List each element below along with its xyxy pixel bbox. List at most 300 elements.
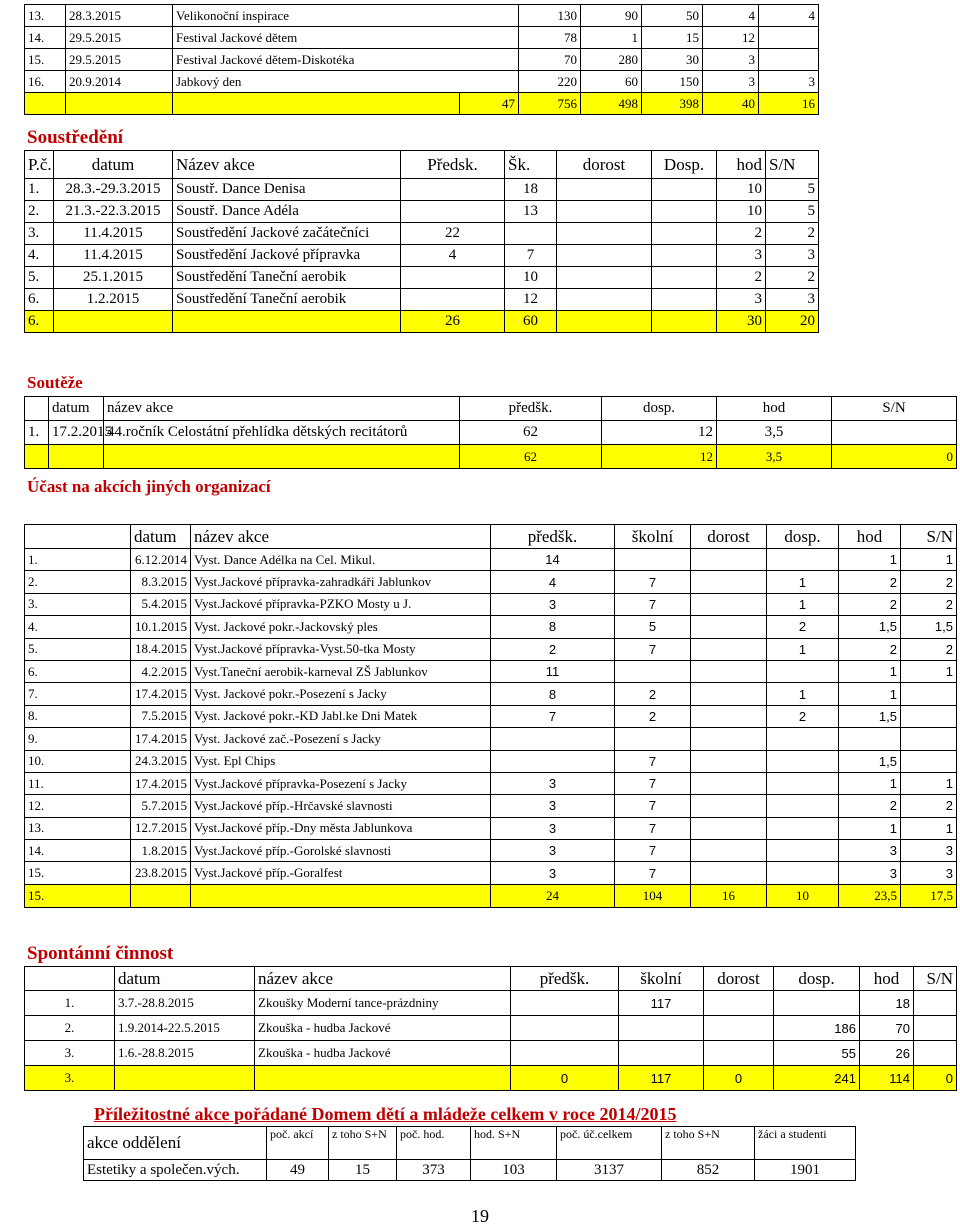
prilezitostne-table <box>83 1126 856 1181</box>
table-cell: Vyst. Dance Adélka na Cel. Mikul. <box>191 549 491 571</box>
table-row <box>25 5 819 27</box>
table-cell <box>652 245 717 267</box>
table-cell: 22 <box>401 223 505 245</box>
table-cell: žáci a studenti <box>755 1127 856 1160</box>
table-cell: 117 <box>619 1066 704 1091</box>
table-cell: 12 <box>703 27 759 49</box>
table-cell: 2 <box>491 638 615 660</box>
table-cell <box>557 267 652 289</box>
table-row <box>25 179 819 201</box>
table-cell <box>401 267 505 289</box>
table-cell <box>615 549 691 571</box>
table-cell: dosp. <box>767 525 839 549</box>
table-cell: 10 <box>717 201 766 223</box>
table-cell: 10.1.2015 <box>131 616 191 638</box>
table-cell <box>901 705 957 727</box>
table-row <box>25 397 957 421</box>
table-row <box>84 1160 856 1181</box>
table-cell <box>652 311 717 333</box>
table-cell: 28.3.2015 <box>66 5 173 27</box>
table-row <box>25 201 819 223</box>
table-cell: 2 <box>901 638 957 660</box>
soustredeni-table <box>24 150 819 333</box>
table-cell: hod <box>839 525 901 549</box>
table-cell: 47 <box>460 93 519 115</box>
table-cell: 20.9.2014 <box>66 71 173 93</box>
table-cell <box>255 1066 511 1091</box>
table-cell: 6.12.2014 <box>131 549 191 571</box>
table-cell: 756 <box>519 93 581 115</box>
table-cell: 29.5.2015 <box>66 27 173 49</box>
table-cell: 1 <box>581 27 642 49</box>
table-cell <box>691 705 767 727</box>
table-cell: 18.4.2015 <box>131 638 191 660</box>
table-cell: Vyst.Jackové přípravka-Posezení s Jacky <box>191 772 491 794</box>
spontanni-table <box>24 966 957 1091</box>
table-cell: 1 <box>839 772 901 794</box>
table-cell: 1 <box>767 683 839 705</box>
ucast-table <box>24 524 957 908</box>
table-cell: Soustředění Jackové přípravka <box>173 245 401 267</box>
table-cell: Zkoušky Moderní tance-prázdniny <box>255 991 511 1016</box>
table-cell <box>914 1041 957 1066</box>
table-cell: 1901 <box>755 1160 856 1181</box>
table-cell: 12.7.2015 <box>131 817 191 839</box>
table-cell: dorost <box>557 151 652 179</box>
table-cell: 7.5.2015 <box>131 705 191 727</box>
table-cell <box>704 1041 774 1066</box>
table-cell: 398 <box>642 93 703 115</box>
table-cell: 5 <box>766 179 819 201</box>
table-cell: 21.3.-22.3.2015 <box>54 201 173 223</box>
table-cell: Estetiky a společen.vých. <box>84 1160 267 1181</box>
table-cell: Název akce <box>173 151 401 179</box>
table-row <box>25 311 819 333</box>
table-cell: 3 <box>491 593 615 615</box>
table-row <box>25 1041 957 1066</box>
table-cell: 104 <box>615 884 691 907</box>
table-cell <box>901 728 957 750</box>
table-cell: 3. <box>25 223 54 245</box>
table-cell: 4.2.2015 <box>131 660 191 682</box>
table-cell: 8 <box>491 616 615 638</box>
table-cell: 10. <box>25 750 131 772</box>
table-cell: 1 <box>767 571 839 593</box>
table-cell: 20 <box>766 311 819 333</box>
table-cell: Vyst. Jackové pokr.-KD Jabl.ke Dni Matek <box>191 705 491 727</box>
table-row <box>25 289 819 311</box>
top-total <box>24 92 819 115</box>
table-cell <box>767 728 839 750</box>
table-cell: 130 <box>519 5 581 27</box>
table-row <box>25 660 957 682</box>
table-cell: 103 <box>471 1160 557 1181</box>
table-cell: 117 <box>619 991 704 1016</box>
table-cell: hod <box>717 397 832 421</box>
table-cell: 498 <box>581 93 642 115</box>
table-cell: 3. <box>25 1066 115 1091</box>
table-row <box>25 750 957 772</box>
table-row <box>25 571 957 593</box>
table-cell: 62 <box>460 421 602 445</box>
table-cell: 14 <box>491 549 615 571</box>
table-cell: 11.4.2015 <box>54 245 173 267</box>
table-cell: Festival Jackové dětem-Diskotéka <box>173 49 519 71</box>
table-cell: 5. <box>25 638 131 660</box>
table-cell <box>767 772 839 794</box>
table-cell: 0 <box>832 445 957 469</box>
table-cell: 2 <box>901 571 957 593</box>
table-row <box>25 991 957 1016</box>
table-cell: 15. <box>25 884 131 907</box>
table-cell <box>491 728 615 750</box>
table-cell: 1,5 <box>839 616 901 638</box>
table-cell <box>901 683 957 705</box>
table-cell: 7 <box>615 772 691 794</box>
table-cell <box>131 884 191 907</box>
table-cell: 16 <box>691 884 767 907</box>
table-cell: 2 <box>901 795 957 817</box>
table-cell: Zkouška - hudba Jackové <box>255 1016 511 1041</box>
table-row <box>25 967 957 991</box>
table-cell: školní <box>615 525 691 549</box>
table-cell: 78 <box>519 27 581 49</box>
table-cell: 6. <box>25 289 54 311</box>
table-cell: 3 <box>491 795 615 817</box>
table-cell: 1 <box>839 660 901 682</box>
table-cell: 7. <box>25 683 131 705</box>
table-cell <box>652 223 717 245</box>
table-cell: hod <box>860 967 914 991</box>
table-cell: 11. <box>25 772 131 794</box>
table-cell: Festival Jackové dětem <box>173 27 519 49</box>
table-cell: 3,5 <box>717 445 832 469</box>
table-cell <box>691 638 767 660</box>
table-cell: 25.1.2015 <box>54 267 173 289</box>
table-cell: 114 <box>860 1066 914 1091</box>
table-cell: 14. <box>25 840 131 862</box>
spontanni-title: Spontánní činnost <box>27 943 174 964</box>
table-cell <box>652 267 717 289</box>
souteze-title: Soutěže <box>27 373 83 392</box>
table-cell: 186 <box>774 1016 860 1041</box>
table-cell: 1 <box>901 660 957 682</box>
table-cell: S/N <box>832 397 957 421</box>
table-cell: 3 <box>839 840 901 862</box>
table-cell: 0 <box>914 1066 957 1091</box>
table-cell: Vyst. Jackové pokr.-Posezení s Jacky <box>191 683 491 705</box>
table-cell: 55 <box>774 1041 860 1066</box>
table-cell: S/N <box>766 151 819 179</box>
table-cell: 1,5 <box>901 616 957 638</box>
table-cell <box>691 862 767 884</box>
table-cell: název akce <box>104 397 460 421</box>
table-cell <box>557 245 652 267</box>
table-cell: 2 <box>766 223 819 245</box>
table-row <box>25 49 819 71</box>
table-cell: 3,5 <box>717 421 832 445</box>
table-cell: 9. <box>25 728 131 750</box>
table-cell: Soustř. Dance Adéla <box>173 201 401 223</box>
table-cell <box>691 772 767 794</box>
table-cell <box>511 1016 619 1041</box>
table-cell: 29.5.2015 <box>66 49 173 71</box>
table-cell: 15 <box>329 1160 397 1181</box>
table-cell: 70 <box>519 49 581 71</box>
table-cell: 2 <box>766 267 819 289</box>
table-cell <box>832 421 957 445</box>
table-cell: předšk. <box>511 967 619 991</box>
table-cell: hod. S+N <box>471 1127 557 1160</box>
table-cell: Soustř. Dance Denisa <box>173 179 401 201</box>
table-row <box>25 1016 957 1041</box>
table-cell <box>652 201 717 223</box>
table-cell: Vyst.Jackové příp.-Gorolské slavnosti <box>191 840 491 862</box>
table-cell: 0 <box>511 1066 619 1091</box>
table-cell: 3 <box>703 71 759 93</box>
table-cell <box>691 817 767 839</box>
table-cell: 1 <box>767 593 839 615</box>
table-cell <box>511 991 619 1016</box>
table-cell <box>115 1066 255 1091</box>
table-cell: 90 <box>581 5 642 27</box>
table-cell: 1 <box>839 549 901 571</box>
table-cell: Zkouška - hudba Jackové <box>255 1041 511 1066</box>
table-cell <box>691 616 767 638</box>
table-cell: 11.4.2015 <box>54 223 173 245</box>
table-cell: 6. <box>25 660 131 682</box>
table-cell: 16. <box>25 71 66 93</box>
table-cell <box>619 1041 704 1066</box>
table-row <box>25 525 957 549</box>
table-cell: 5.7.2015 <box>131 795 191 817</box>
table-cell <box>767 840 839 862</box>
table-cell: 2 <box>901 593 957 615</box>
table-cell: 23.8.2015 <box>131 862 191 884</box>
table-cell: 24 <box>491 884 615 907</box>
table-cell: 7 <box>615 862 691 884</box>
table-cell: 2 <box>839 571 901 593</box>
table-cell: 1.8.2015 <box>131 840 191 862</box>
table-cell: 44.ročník Celostátní přehlídka dětských recitátorů <box>104 421 460 445</box>
table-cell <box>691 840 767 862</box>
table-cell: 10 <box>767 884 839 907</box>
table-cell: 1.9.2014-22.5.2015 <box>115 1016 255 1041</box>
table-cell <box>557 289 652 311</box>
table-cell: 1. <box>25 991 115 1016</box>
table-cell <box>401 289 505 311</box>
table-cell: 7 <box>491 705 615 727</box>
ucast-title: Účast na akcích jiných organizací <box>27 477 271 496</box>
table-cell: 17.2.2015 <box>49 421 104 445</box>
table-cell: 7 <box>615 750 691 772</box>
table-cell: 852 <box>662 1160 755 1181</box>
table-cell: 2. <box>25 1016 115 1041</box>
table-cell: 7 <box>615 638 691 660</box>
table-cell: 3 <box>491 862 615 884</box>
table-cell: 3 <box>759 71 819 93</box>
table-cell: 373 <box>397 1160 471 1181</box>
table-cell: 62 <box>460 445 602 469</box>
table-cell: 15. <box>25 49 66 71</box>
table-cell <box>49 445 104 469</box>
table-row <box>25 862 957 884</box>
table-cell: 16 <box>759 93 819 115</box>
table-row <box>25 772 957 794</box>
table-cell: 1 <box>901 549 957 571</box>
table-cell: 50 <box>642 5 703 27</box>
table-cell <box>557 179 652 201</box>
table-cell: 2. <box>25 571 131 593</box>
table-cell: 17.4.2015 <box>131 683 191 705</box>
table-cell: 24.3.2015 <box>131 750 191 772</box>
table-cell: 60 <box>505 311 557 333</box>
table-cell: 4. <box>25 245 54 267</box>
table-cell: 3 <box>717 245 766 267</box>
table-cell: 17,5 <box>901 884 957 907</box>
table-row <box>25 884 957 907</box>
table-cell: hod <box>717 151 766 179</box>
table-cell: Soustředění Jackové začátečníci <box>173 223 401 245</box>
table-cell: 2 <box>839 795 901 817</box>
table-cell <box>104 445 460 469</box>
table-cell: akce oddělení <box>84 1127 267 1160</box>
table-cell: 1 <box>839 683 901 705</box>
table-cell <box>66 93 173 115</box>
table-cell <box>173 93 460 115</box>
table-cell: 3 <box>766 289 819 311</box>
table-cell: Jabkový den <box>173 71 519 93</box>
table-cell: 2 <box>615 683 691 705</box>
table-cell: 15 <box>642 27 703 49</box>
table-row <box>25 267 819 289</box>
table-cell: 3 <box>717 289 766 311</box>
table-row <box>25 593 957 615</box>
souteze-table <box>24 396 957 469</box>
table-cell <box>901 750 957 772</box>
table-cell: Vyst. Jackové pokr.-Jackovský ples <box>191 616 491 638</box>
table-cell: 4 <box>759 5 819 27</box>
table-cell: dosp. <box>774 967 860 991</box>
table-cell: 3 <box>491 817 615 839</box>
table-row <box>25 705 957 727</box>
table-cell: dorost <box>704 967 774 991</box>
table-cell: 28.3.-29.3.2015 <box>54 179 173 201</box>
table-row <box>25 683 957 705</box>
table-cell: 8.3.2015 <box>131 571 191 593</box>
table-row <box>25 151 819 179</box>
table-cell: 5.4.2015 <box>131 593 191 615</box>
table-cell: 4. <box>25 616 131 638</box>
table-cell <box>759 27 819 49</box>
table-cell: Vyst.Taneční aerobik-karneval ZŠ Jablunkov <box>191 660 491 682</box>
table-cell: Vyst.Jackové příp.-Goralfest <box>191 862 491 884</box>
table-cell: 3 <box>901 840 957 862</box>
table-cell: 3 <box>839 862 901 884</box>
table-row <box>25 245 819 267</box>
table-cell <box>691 593 767 615</box>
table-cell <box>759 49 819 71</box>
table-cell: 6. <box>25 311 54 333</box>
table-cell: 4 <box>703 5 759 27</box>
table-cell: 17.4.2015 <box>131 772 191 794</box>
table-cell: 30 <box>717 311 766 333</box>
table-row <box>25 616 957 638</box>
table-cell <box>54 311 173 333</box>
table-cell: 1 <box>767 638 839 660</box>
table-cell: 1,5 <box>839 750 901 772</box>
table-cell: 12 <box>505 289 557 311</box>
table-cell: 1.2.2015 <box>54 289 173 311</box>
table-row <box>84 1127 856 1160</box>
table-row <box>25 27 819 49</box>
table-cell: 2 <box>767 616 839 638</box>
top-table <box>24 4 819 93</box>
soustredeni-title: Soustředění <box>27 127 124 148</box>
table-cell: 1. <box>25 421 49 445</box>
table-cell <box>25 445 49 469</box>
table-cell: 8 <box>491 683 615 705</box>
table-cell: 26 <box>860 1041 914 1066</box>
table-row <box>25 817 957 839</box>
table-cell: 15. <box>25 862 131 884</box>
table-cell <box>652 289 717 311</box>
table-cell: 1. <box>25 179 54 201</box>
table-cell: dosp. <box>602 397 717 421</box>
table-cell: Soustředění Taneční aerobik <box>173 267 401 289</box>
table-row <box>25 421 957 445</box>
table-cell: 3 <box>703 49 759 71</box>
table-cell <box>914 1016 957 1041</box>
table-cell <box>704 1016 774 1041</box>
table-cell: Velikonoční inspirace <box>173 5 519 27</box>
table-cell: datum <box>131 525 191 549</box>
table-cell: 7 <box>615 817 691 839</box>
table-cell: 7 <box>615 795 691 817</box>
table-cell: 4 <box>491 571 615 593</box>
table-cell: předšk. <box>460 397 602 421</box>
table-cell: 1.6.-28.8.2015 <box>115 1041 255 1066</box>
page-number: 19 <box>471 1206 489 1226</box>
table-cell: 1,5 <box>839 705 901 727</box>
table-cell: 0 <box>704 1066 774 1091</box>
table-cell: 13 <box>505 201 557 223</box>
table-cell: poč. úč.celkem <box>557 1127 662 1160</box>
table-row <box>25 795 957 817</box>
table-cell: Soustředění Taneční aerobik <box>173 289 401 311</box>
table-cell <box>767 817 839 839</box>
table-cell: 10 <box>717 179 766 201</box>
table-cell: poč. hod. <box>397 1127 471 1160</box>
table-cell: Vyst.Jackové přípravka-zahradkáři Jablunkov <box>191 571 491 593</box>
table-cell: 23,5 <box>839 884 901 907</box>
table-cell <box>173 311 401 333</box>
table-cell <box>652 179 717 201</box>
table-cell <box>691 728 767 750</box>
table-cell: datum <box>54 151 173 179</box>
table-cell: 3 <box>766 245 819 267</box>
table-cell: školní <box>619 967 704 991</box>
table-cell: předšk. <box>491 525 615 549</box>
table-row <box>25 93 819 115</box>
table-cell: 2 <box>717 267 766 289</box>
table-row <box>25 840 957 862</box>
table-cell <box>839 728 901 750</box>
table-cell: název akce <box>191 525 491 549</box>
table-cell <box>704 991 774 1016</box>
table-cell: S/N <box>901 525 957 549</box>
table-cell: 17.4.2015 <box>131 728 191 750</box>
